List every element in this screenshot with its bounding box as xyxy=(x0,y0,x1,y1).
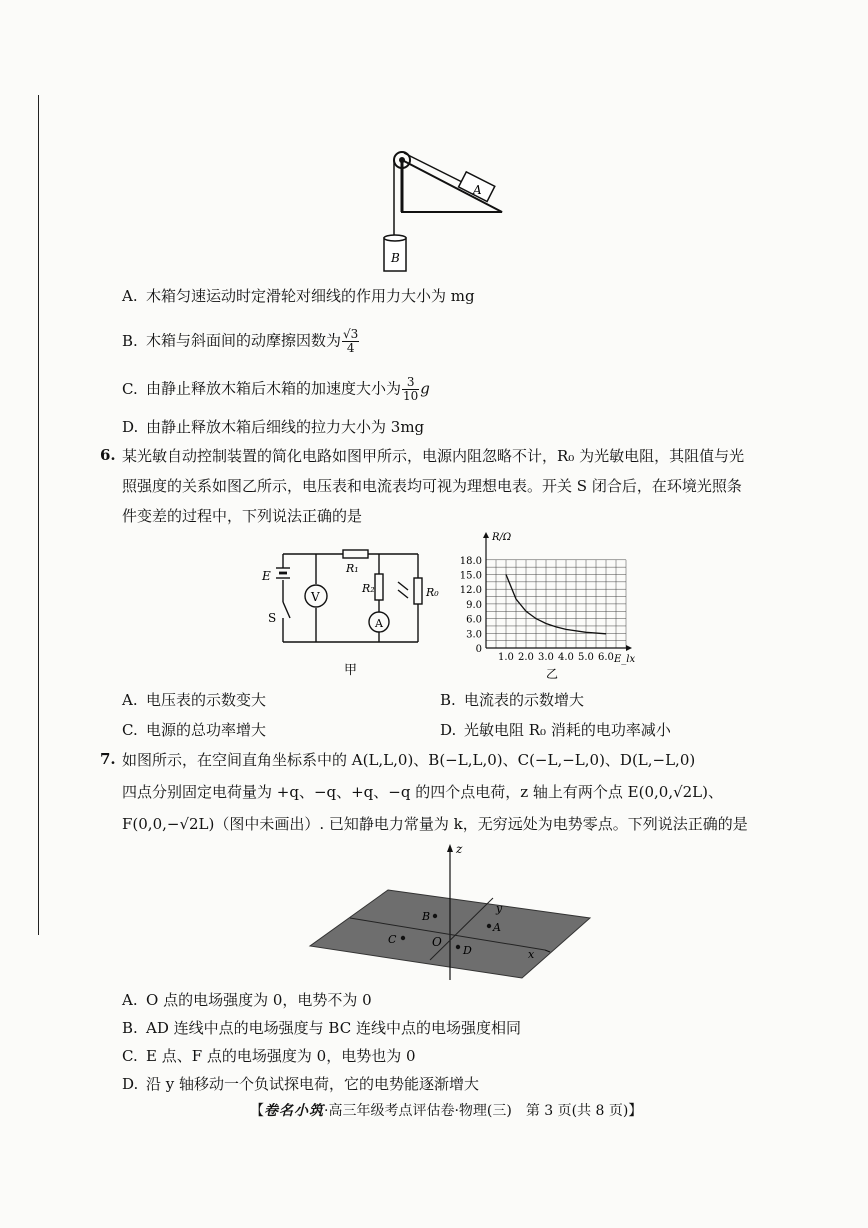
coordinate-plane-figure xyxy=(300,840,600,990)
option-key: C. xyxy=(122,379,138,398)
q7-option-c: C. E 点、F 点的电场强度为 0，电势也为 0 xyxy=(122,1047,416,1065)
q7-option-d: D. 沿 y 轴移动一个负试探电荷，它的电势能逐渐增大 xyxy=(122,1075,480,1093)
publisher-logo: 卷名小筑 xyxy=(264,1103,324,1119)
q6-stem-line-1: 某光敏自动控制装置的简化电路如图甲所示，电源内阻忽略不计，R₀ 为光敏电阻，其阻值与光 xyxy=(122,447,745,465)
x-axis-label: E_lx xyxy=(614,654,636,665)
point-c-label: C xyxy=(388,933,397,946)
chart-ticks xyxy=(460,556,614,663)
option-text: 由静止释放木箱后木箱的加速度大小为 xyxy=(146,379,402,398)
x-tick-label: 4.0 xyxy=(558,652,574,663)
x-tick-label: 5.0 xyxy=(578,652,594,663)
chart-caption: 乙 xyxy=(546,667,559,681)
point-d-label: D xyxy=(463,944,472,957)
emf-label: E xyxy=(262,569,271,583)
resistance-illuminance-chart xyxy=(446,532,646,682)
question-number: 7. xyxy=(100,750,116,768)
question-number: 6. xyxy=(100,446,116,464)
fraction: $\frac{3}{10}$ xyxy=(403,375,419,403)
weight-b-label: B xyxy=(391,251,400,265)
point-b-label: B xyxy=(422,910,431,923)
origin-label: O xyxy=(432,935,442,949)
q6-option-c: C. 电源的总功率增大 xyxy=(122,721,267,739)
q6-option-b: B. 电流表的示数增大 xyxy=(440,691,585,709)
y-tick-label: 6.0 xyxy=(466,614,482,626)
voltmeter-label: V xyxy=(311,590,320,604)
y-axis-label: y xyxy=(496,902,503,915)
circuit-diagram xyxy=(258,540,448,680)
q6-stem-line-2: 照强度的关系如图乙所示，电压表和电流表均可视为理想电表。开关 S 闭合后，在环境光照条 xyxy=(122,477,742,495)
y-tick-label: 9.0 xyxy=(466,599,482,611)
y-axis-label: R/Ω xyxy=(492,532,512,543)
q5-option-d xyxy=(122,417,424,437)
q5-option-c: C. 由静止释放木箱后木箱的加速度大小为 $\frac{3}{10}$ g xyxy=(122,375,430,403)
x-tick-label: 6.0 xyxy=(598,652,614,663)
fraction: $\frac{√3}{4}$ xyxy=(343,327,359,355)
r1-label: R₁ xyxy=(346,562,359,575)
y-tick-label: 3.0 xyxy=(466,629,482,641)
option-text: 木箱与斜面间的动摩擦因数为 xyxy=(146,331,342,350)
margin-rule xyxy=(38,95,39,935)
q7-stem-line-1: 如图所示，在空间直角坐标系中的 A(L,L,0)、B(−L,L,0)、C(−L,−L,0)、D(L,−L,0) xyxy=(122,751,696,769)
ammeter-label: A xyxy=(375,617,383,630)
q7-option-b: B. AD 连线中点的电场强度与 BC 连线中点的电场强度相同 xyxy=(122,1019,521,1037)
y-tick-label: 18.0 xyxy=(459,555,482,567)
y-tick-label: 12.0 xyxy=(459,585,482,597)
r2-label: R₂ xyxy=(362,582,375,595)
option-key: B. xyxy=(122,331,138,350)
q5-option-a xyxy=(122,286,475,306)
switch-label: S xyxy=(268,611,277,625)
y-tick-label: 15.0 xyxy=(459,570,482,582)
q6-stem-line-3: 件变差的过程中，下列说法正确的是 xyxy=(122,507,363,525)
circuit-caption: 甲 xyxy=(344,663,358,678)
point-a-label: A xyxy=(493,921,501,934)
z-axis-label: z xyxy=(456,842,463,856)
x-tick-label: 2.0 xyxy=(518,652,534,663)
x-axis-label: x xyxy=(528,948,535,961)
page-footer: 【卷名小筑·高三年级考点评估卷·物理(三) 第 3 页(共 8 页)】 xyxy=(250,1100,642,1120)
y-tick-label: 0 xyxy=(475,644,482,655)
option-key: D. xyxy=(122,418,139,436)
q5-option-b xyxy=(122,328,360,355)
option-key: A. xyxy=(122,287,138,305)
chart-grid xyxy=(486,560,626,648)
incline-pulley-figure xyxy=(380,140,520,280)
r0-label: R₀ xyxy=(426,586,439,599)
q7-option-a: A. O 点的电场强度为 0，电势不为 0 xyxy=(122,991,372,1009)
q7-stem-line-3: F(0,0,−√2L)（图中未画出）. 已知静电力常量为 k，无穷远处为电势零点。下列说法正确的是 xyxy=(122,815,748,833)
q6-option-a: A. 电压表的示数变大 xyxy=(122,691,267,709)
q6-option-d: D. 光敏电阻 R₀ 消耗的电功率减小 xyxy=(440,721,671,739)
footer-text: ·高三年级考点评估卷·物理(三) 第 3 页(共 8 页) xyxy=(324,1103,629,1119)
x-tick-label: 3.0 xyxy=(538,652,554,663)
option-text: 由静止释放木箱后细线的拉力大小为 3mg xyxy=(146,418,425,436)
x-tick-label: 1.0 xyxy=(498,652,514,663)
option-text: 木箱匀速运动时定滑轮对细线的作用力大小为 mg xyxy=(146,287,475,305)
q7-stem-line-2: 四点分别固定电荷量为 +q、−q、+q、−q 的四个点电荷，z 轴上有两个点 E(0,0,√2L)、 xyxy=(122,783,723,801)
block-a-label: A xyxy=(473,183,482,197)
